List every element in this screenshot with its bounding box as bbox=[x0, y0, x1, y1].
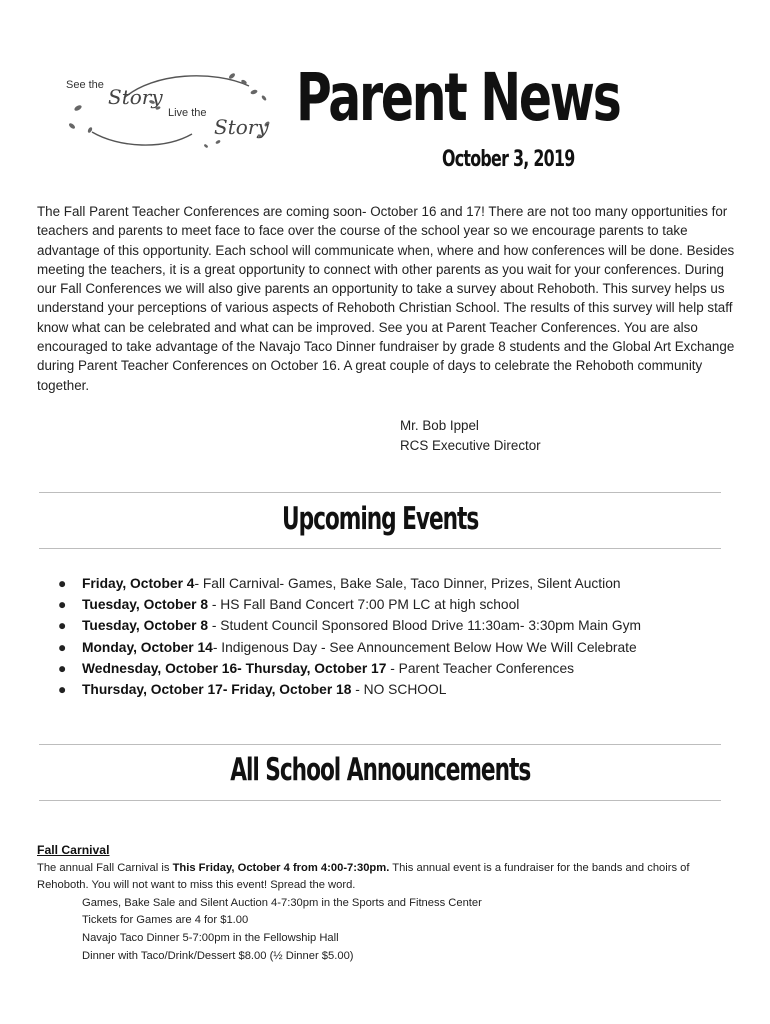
event-date: Wednesday, October 16- Thursday, October 17 bbox=[82, 660, 387, 676]
logo-story-text: Story bbox=[108, 85, 163, 109]
bullet-icon: ● bbox=[58, 639, 67, 655]
newsletter-title: Parent News bbox=[296, 59, 620, 136]
fall-carnival-announcement bbox=[37, 842, 737, 965]
logo-see-the-text: See the bbox=[66, 79, 104, 91]
event-date: Tuesday, October 8 bbox=[82, 597, 208, 613]
announcement-detail: Dinner with Taco/Drink/Dessert $8.00 (½ Dinner $5.00) bbox=[82, 949, 354, 962]
section-divider bbox=[39, 492, 721, 493]
event-description: - Parent Teacher Conferences bbox=[386, 660, 575, 676]
story-logo-graphic bbox=[64, 68, 279, 150]
section-divider bbox=[39, 800, 721, 801]
event-item bbox=[58, 594, 641, 615]
signature bbox=[400, 416, 541, 455]
event-item bbox=[58, 637, 641, 658]
intro-paragraph: The Fall Parent Teacher Conferences are coming soon- October 16 and 17! There are not too many opportunities for teachers and parents to meet face to face over the course of the school year so we encourage parents to take advantage of this opportunity. Each school will communicate when, where and how conferences will be done. Besides meeting the teachers, it is a great opportunity to connect with other parents as you wait for your conferences. During our Fall Conferences we will also give parents an opportunity to take a survey about Rehoboth. This survey helps us understand your perceptions of various aspects of Rehoboth Christian School. The results of this survey will help staff know what can be celebrated and what can be improved. See you at Parent Teacher Conferences. You are also encouraged to take advantage of the Navajo Taco Dinner fundraiser by grade 8 students and the Global Art Exchange during Parent Teacher Conferences on October 16. A great couple of days to celebrate the Rehoboth community together. bbox=[37, 204, 735, 393]
announcement-detail: Navajo Taco Dinner 5-7:00pm in the Fellowship Hall bbox=[82, 931, 339, 944]
announcement-text: The annual Fall Carnival is This Friday, October 4 from 4:00-7:30pm. This annual event is a fundraiser for the bands and choirs of bbox=[37, 861, 690, 874]
event-item bbox=[58, 658, 641, 679]
event-description: - Fall Carnival- Games, Bake Sale, Taco Dinner, Prizes, Silent Auction bbox=[194, 576, 621, 591]
event-description: - HS Fall Band Concert 7:00 PM LC at high school bbox=[208, 597, 520, 613]
announcement-text: Rehoboth. You will not want to miss this event! Spread the word. bbox=[37, 879, 356, 892]
event-item bbox=[58, 573, 641, 594]
event-date: Monday, October 14 bbox=[82, 639, 213, 655]
event-description: - Indigenous Day - See Announcement Below How We Will Celebrate bbox=[212, 639, 637, 655]
bullet-icon: ● bbox=[58, 597, 67, 613]
newsletter-date: October 3, 2019 bbox=[442, 147, 575, 172]
school-logo bbox=[64, 68, 279, 150]
bullet-icon: ● bbox=[58, 576, 67, 591]
signature-name: Mr. Bob Ippel bbox=[400, 418, 479, 433]
announcement-title: Fall Carnival bbox=[37, 843, 110, 857]
bullet-icon: ● bbox=[58, 660, 67, 676]
announcement-detail: Games, Bake Sale and Silent Auction 4-7:30pm in the Sports and Fitness Center bbox=[82, 896, 482, 909]
logo-story-text-2: Story bbox=[214, 115, 269, 139]
event-description: - NO SCHOOL bbox=[351, 682, 447, 698]
logo-live-the-text: Live the bbox=[168, 107, 207, 119]
announcement-emphasis: This Friday, October 4 from 4:00-7:30pm. bbox=[172, 861, 390, 874]
event-item bbox=[58, 679, 641, 700]
bullet-icon: ● bbox=[58, 682, 67, 698]
event-item bbox=[58, 615, 641, 636]
upcoming-events-heading: Upcoming Events bbox=[281, 501, 479, 537]
section-divider bbox=[39, 744, 721, 745]
bullet-icon: ● bbox=[58, 618, 67, 634]
event-date: Thursday, October 17- Friday, October 18 bbox=[82, 682, 352, 698]
section-divider bbox=[39, 548, 721, 549]
event-date: Friday, October 4 bbox=[82, 576, 195, 591]
event-date: Tuesday, October 8 bbox=[82, 618, 208, 634]
event-description: - Student Council Sponsored Blood Drive 11:30am- 3:30pm Main Gym bbox=[208, 618, 642, 634]
announcements-heading: All School Announcements bbox=[230, 752, 530, 788]
events-list bbox=[58, 573, 641, 700]
announcement-detail: Tickets for Games are 4 for $1.00 bbox=[82, 914, 249, 927]
signature-title: RCS Executive Director bbox=[400, 437, 541, 453]
